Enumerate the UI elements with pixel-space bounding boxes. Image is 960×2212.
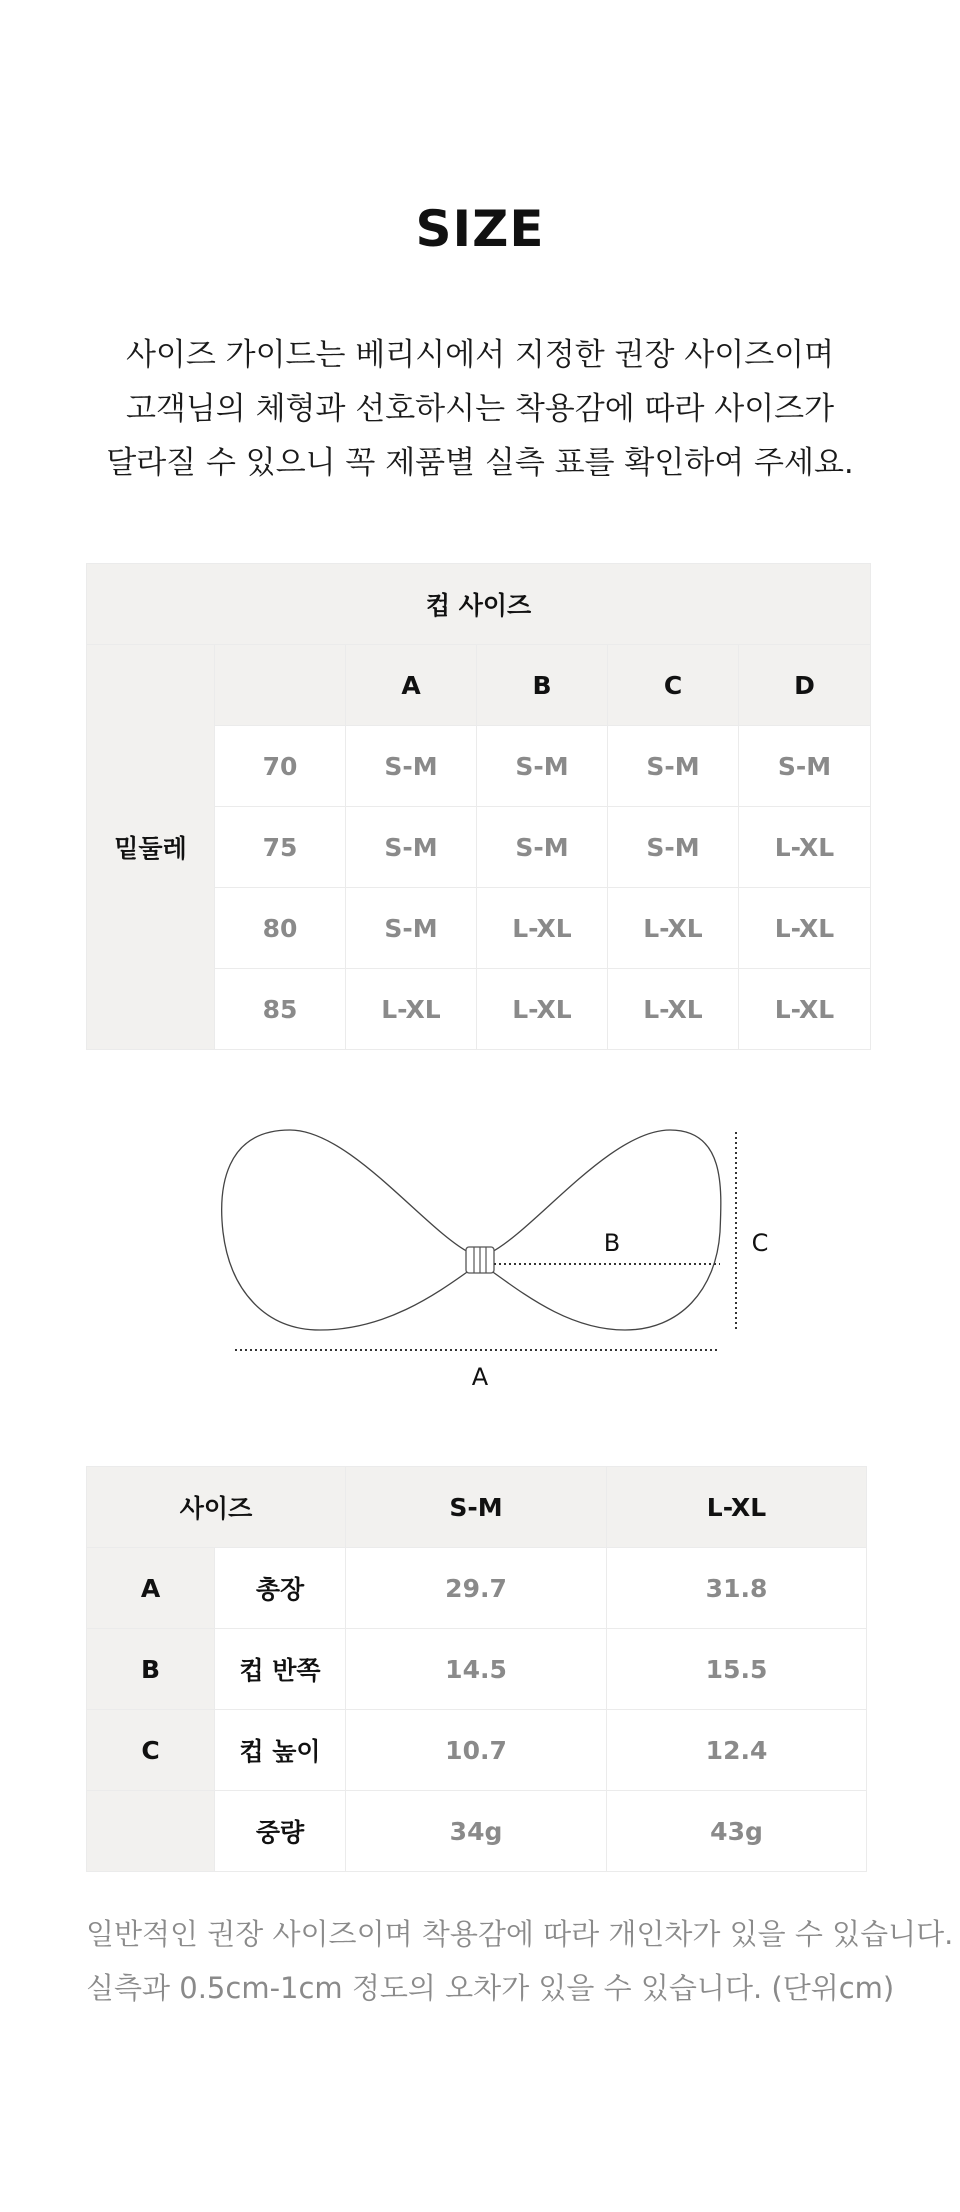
label-b: B	[603, 1229, 621, 1257]
bra-outline	[222, 1130, 470, 1330]
size-cell: L-XL	[477, 969, 608, 1050]
page-title: SIZE	[415, 200, 545, 258]
size-notes	[86, 1907, 954, 2015]
size-cell: S-M	[477, 807, 608, 888]
size-cell: S-M	[608, 807, 739, 888]
table-header-row	[87, 564, 871, 645]
band-value: 75	[215, 807, 346, 888]
note-line: 실측과 0.5cm-1cm 정도의 오차가 있을 수 있습니다. (단위cm)	[86, 1971, 895, 2005]
measure-value: 15.5	[607, 1629, 867, 1710]
size-cell: L-XL	[739, 969, 871, 1050]
size-cell: L-XL	[608, 888, 739, 969]
band-value: 70	[215, 726, 346, 807]
size-guide-intro	[0, 328, 960, 490]
cup-column-header: C	[608, 645, 739, 726]
measure-value: 14.5	[346, 1629, 607, 1710]
measure-value: 43g	[607, 1791, 867, 1872]
size-cell: L-XL	[477, 888, 608, 969]
table-row	[87, 1548, 867, 1629]
cup-column-header: B	[477, 645, 608, 726]
measure-value: 31.8	[607, 1548, 867, 1629]
measure-value: 34g	[346, 1791, 607, 1872]
size-spec-table	[86, 1466, 867, 1872]
size-cell: S-M	[739, 726, 871, 807]
size-cell: L-XL	[739, 807, 871, 888]
table-row	[87, 1710, 867, 1791]
intro-line: 고객님의 체형과 선호하시는 착용감에 따라 사이즈가	[125, 391, 835, 427]
center-clasp	[466, 1247, 494, 1273]
band-size-label: 밑둘레	[87, 645, 215, 1050]
size-cell: S-M	[346, 807, 477, 888]
measure-code: B	[87, 1629, 215, 1710]
size-cell: S-M	[346, 888, 477, 969]
table-row	[87, 645, 871, 726]
measure-name: 컵 높이	[215, 1710, 346, 1791]
table-row	[87, 1629, 867, 1710]
measure-name: 총장	[215, 1548, 346, 1629]
band-value: 85	[215, 969, 346, 1050]
table-header-row	[87, 1467, 867, 1548]
size-cell: S-M	[477, 726, 608, 807]
corner-cell	[215, 645, 346, 726]
cup-size-header: 컵 사이즈	[87, 564, 871, 645]
size-cell: L-XL	[739, 888, 871, 969]
cup-column-header: D	[739, 645, 871, 726]
table-row	[87, 1791, 867, 1872]
band-value: 80	[215, 888, 346, 969]
label-a: A	[471, 1363, 489, 1391]
cup-column-header: A	[346, 645, 477, 726]
measure-value: 12.4	[607, 1710, 867, 1791]
size-cell: S-M	[608, 726, 739, 807]
size-cell: L-XL	[346, 969, 477, 1050]
size-header: 사이즈	[87, 1467, 346, 1548]
measure-code: C	[87, 1710, 215, 1791]
measure-name: 컵 반쪽	[215, 1629, 346, 1710]
measure-name: 중량	[215, 1791, 346, 1872]
label-c: C	[751, 1229, 769, 1257]
intro-line: 달라질 수 있으니 꼭 제품별 실측 표를 확인하여 주세요.	[106, 445, 854, 481]
measure-value: 29.7	[346, 1548, 607, 1629]
size-cell: L-XL	[608, 969, 739, 1050]
measure-value: 10.7	[346, 1710, 607, 1791]
measure-code: A	[87, 1548, 215, 1629]
cup-size-table	[86, 563, 871, 1050]
measure-code	[87, 1791, 215, 1872]
size-column-header: S-M	[346, 1467, 607, 1548]
intro-line: 사이즈 가이드는 베리시에서 지정한 권장 사이즈이며	[125, 337, 835, 373]
size-cell: S-M	[346, 726, 477, 807]
bra-measurement-diagram	[220, 1120, 780, 1400]
note-line: 일반적인 권장 사이즈이며 착용감에 따라 개인차가 있을 수 있습니다.	[86, 1917, 954, 1951]
size-column-header: L-XL	[607, 1467, 867, 1548]
